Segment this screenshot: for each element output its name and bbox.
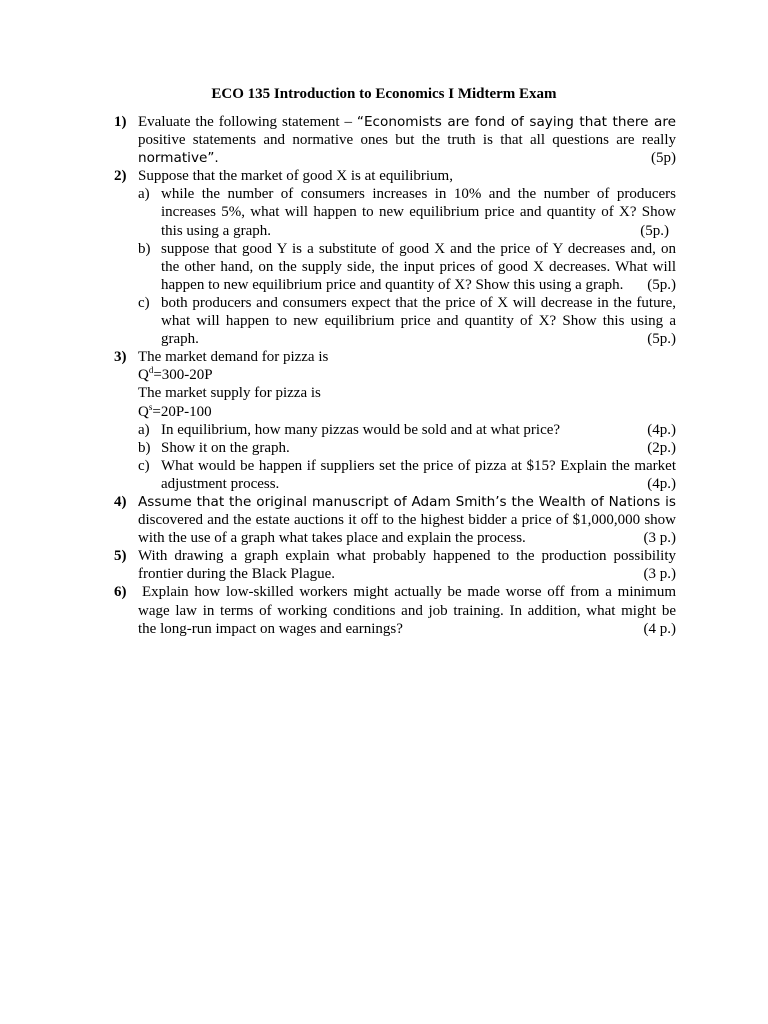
question-6 [108, 583, 676, 601]
question-text: In equilibrium, how many pizzas would be sold and at what price? [161, 421, 561, 438]
exam-title: ECO 135 Introduction to Economics I Midterm Exam [211, 86, 557, 102]
question-number: 1) [114, 114, 127, 130]
points-label: (4p.) [647, 475, 676, 492]
question-text: while the number of consumers increases in 10% and the number of producers [161, 186, 676, 203]
sub-question-2b [108, 240, 676, 258]
question-3 [108, 348, 676, 366]
question-text: With drawing a graph explain what probably happened to the production possibility [138, 548, 676, 565]
question-text: suppose that good Y is a substitute of good X and the price of Y decreases and, on [161, 240, 676, 257]
points-label: (5p.) [647, 276, 676, 293]
question-text: adjustment process. [161, 475, 280, 492]
question-4 [108, 493, 676, 511]
question-text: happen to new equilibrium price and quantity of X? Show this using a graph. [161, 276, 624, 293]
points-label: (4 p.) [643, 620, 676, 637]
question-text: What would be happen if suppliers set the price of pizza at $15? Explain the market [161, 457, 676, 474]
question-text: both producers and consumers expect that the price of X will decrease in the future, [161, 294, 676, 311]
sub-question-label: b) [138, 439, 151, 456]
question-text: The market demand for pizza is [138, 349, 329, 366]
sub-question-3a [108, 421, 676, 439]
question-1 [108, 113, 676, 131]
sub-question-2a [108, 185, 676, 203]
points-label: (5p.) [640, 222, 669, 239]
question-text: this using a graph. [161, 222, 271, 239]
supply-equation: $Q^s=20P-100$ [138, 401, 212, 420]
question-list [108, 113, 676, 638]
question-text: The market supply for pizza is [138, 385, 321, 402]
sub-question-label: c) [138, 294, 150, 311]
demand-equation: $Q^d=300-20P$ [138, 365, 213, 384]
sub-question-label: c) [138, 457, 150, 474]
sub-question-3c [108, 457, 676, 475]
question-5 [108, 547, 676, 565]
points-label: (4p.) [647, 421, 676, 438]
question-text: Explain how low-skilled workers might actually be made worse off from a minimum [142, 584, 676, 601]
question-text: wage law in terms of working conditions and job training. In addition, what might be [138, 602, 676, 619]
question-number: 6) [114, 584, 127, 601]
points-label: (5p.) [647, 331, 676, 348]
question-text: Evaluate the following statement – “Economists are fond of saying that there are [138, 114, 676, 130]
sub-question-label: a) [138, 421, 150, 438]
sub-question-2c [108, 294, 676, 312]
question-text: with the use of a graph what takes place and explain the process. [138, 530, 526, 547]
question-2 [108, 167, 676, 185]
question-text: Suppose that the market of good X is at equilibrium, [138, 168, 453, 185]
question-number: 5) [114, 548, 127, 565]
sub-question-label: a) [138, 186, 150, 203]
question-number: 4) [114, 493, 127, 510]
points-label: (3 p.) [643, 530, 676, 547]
question-text: discovered and the estate auctions it off to the highest bidder a price of $1,000,000 show [138, 512, 676, 529]
question-number: 3) [114, 349, 127, 366]
question-text: increases 5%, what will happen to new equilibrium price and quantity of X? Show [161, 204, 676, 221]
question-text: Show it on the graph. [161, 439, 290, 456]
question-text: normative”. [138, 150, 219, 167]
points-label: (5p) [651, 150, 676, 167]
points-label: (3 p.) [643, 566, 676, 583]
sub-question-3b [108, 439, 676, 457]
question-text: Assume that the original manuscript of Adam Smith’s the Wealth of Nations is [138, 493, 676, 510]
question-text: the other hand, on the supply side, the input prices of good X decreases. What will [161, 258, 676, 275]
sub-question-label: b) [138, 240, 151, 257]
question-text: positive statements and normative ones but the truth is that all questions are really [138, 132, 676, 149]
question-number: 2) [114, 168, 127, 185]
question-text: graph. [161, 331, 199, 348]
question-text: frontier during the Black Plague. [138, 566, 336, 583]
points-label: (2p.) [647, 439, 676, 456]
question-text: what will happen to new equilibrium price and quantity of X? Show this using a [161, 313, 676, 330]
question-text: the long-run impact on wages and earnings? [138, 620, 403, 637]
